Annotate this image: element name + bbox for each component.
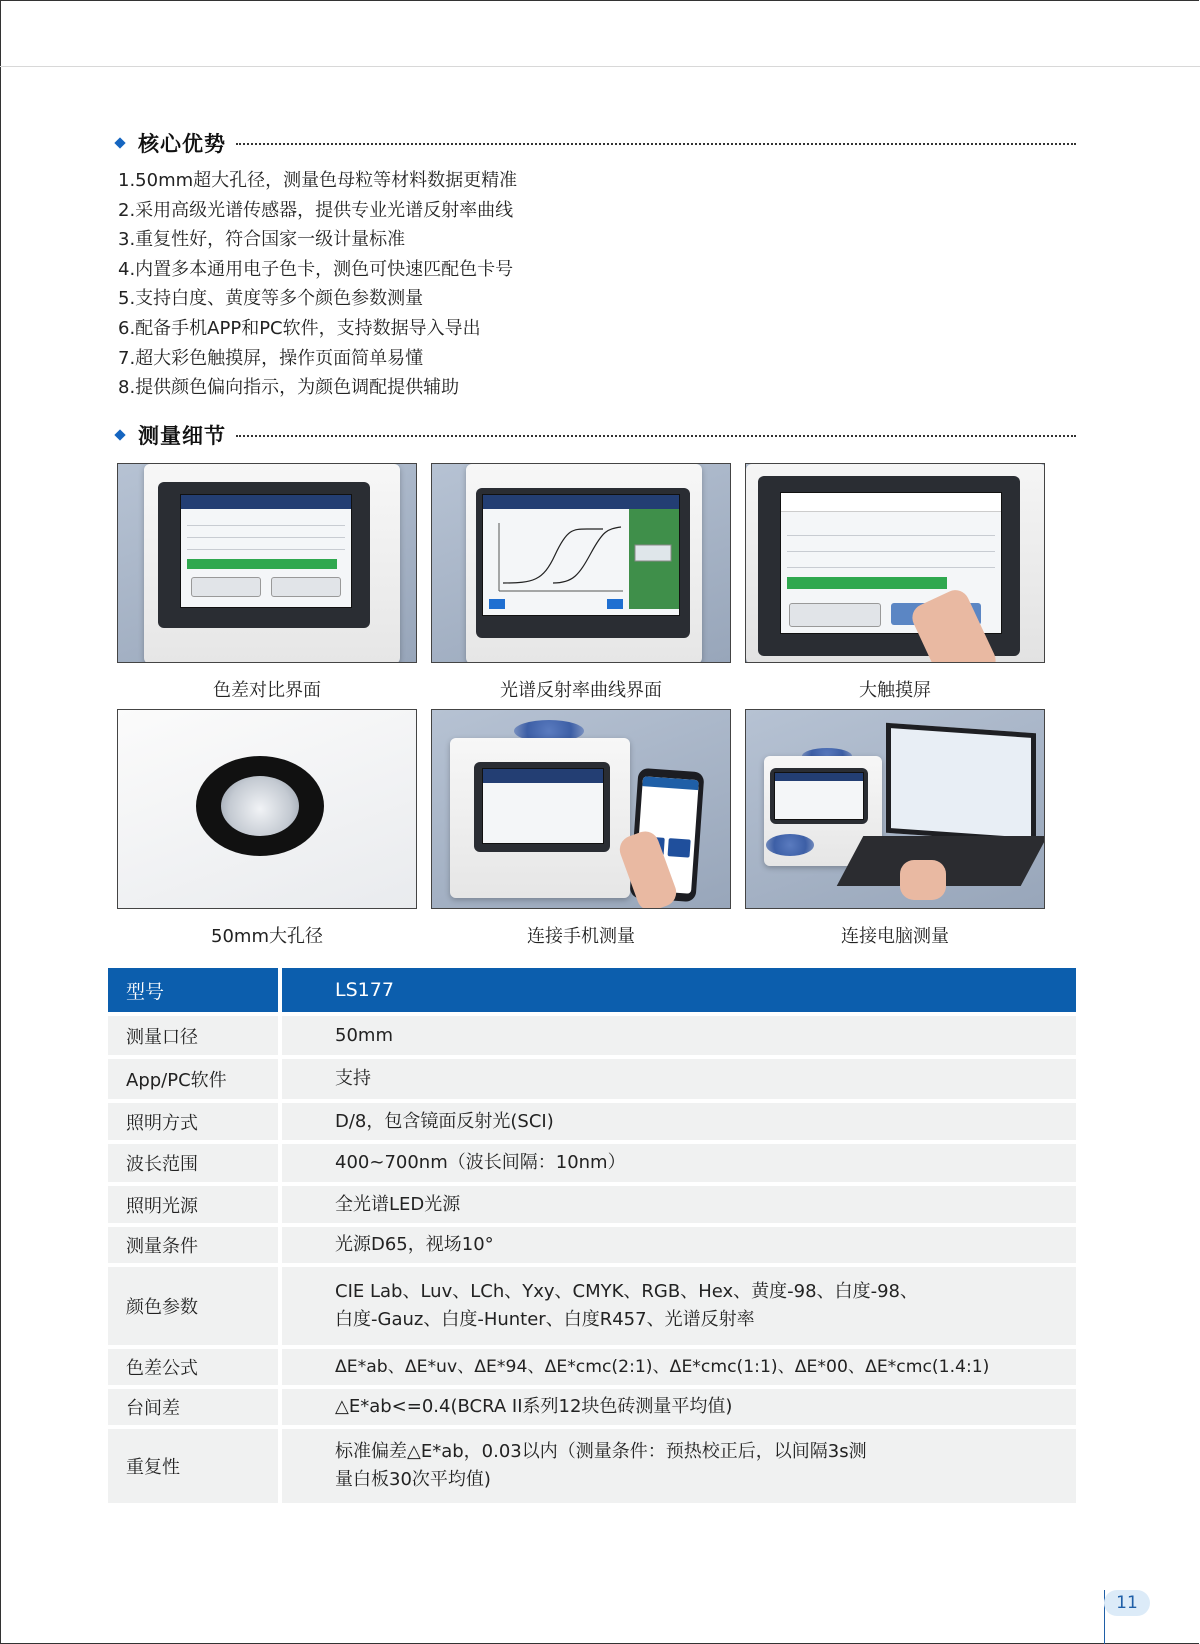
- dotted-leader: [236, 143, 1076, 145]
- spec-key: 重复性: [108, 1429, 282, 1503]
- spec-value: LS177: [282, 968, 1076, 1012]
- table-header-row: [108, 968, 1076, 1012]
- section-heading-advantages: [112, 126, 1076, 160]
- table-row: [108, 1389, 1076, 1425]
- photo-pc-connection: [745, 709, 1045, 909]
- spec-key: App/PC软件: [108, 1059, 282, 1099]
- list-item: 8.提供颜色偏向指示，为颜色调配提供辅助: [118, 377, 460, 399]
- table-row: [108, 1144, 1076, 1182]
- spec-value: 光源D65，视场10°: [282, 1227, 1076, 1263]
- list-item: 7.超大彩色触摸屏，操作页面简单易懂: [118, 347, 424, 369]
- photo-caption: 50mm大孔径: [211, 926, 323, 947]
- table-row: [108, 1059, 1076, 1099]
- spec-value: 支持: [282, 1059, 1076, 1099]
- table-row: [108, 1267, 1076, 1345]
- spec-value-line: 量白板30次平均值): [335, 1469, 491, 1490]
- spec-key: 颜色参数: [108, 1267, 282, 1345]
- spec-key: 色差公式: [108, 1349, 282, 1385]
- spec-key: 照明方式: [108, 1103, 282, 1140]
- table-row: [108, 1429, 1076, 1503]
- photo-caption: 色差对比界面: [213, 680, 321, 701]
- spec-value: D/8，包含镜面反射光(SCI): [282, 1103, 1076, 1140]
- photo-50mm-aperture: [117, 709, 417, 909]
- spec-key: 台间差: [108, 1389, 282, 1425]
- header-divider: [0, 66, 1200, 67]
- laptop-icon: [886, 723, 1036, 843]
- spec-key: 测量口径: [108, 1016, 282, 1055]
- spec-value: 50mm: [282, 1016, 1076, 1055]
- table-row: [108, 1349, 1076, 1385]
- photo-color-difference-screen: [117, 463, 417, 663]
- table-row: [108, 1186, 1076, 1223]
- spec-key: 测量条件: [108, 1227, 282, 1263]
- table-row: [108, 1103, 1076, 1140]
- list-item: 2.采用高级光谱传感器，提供专业光谱反射率曲线: [118, 199, 514, 221]
- spec-key: 波长范围: [108, 1144, 282, 1182]
- page-number: 11: [1104, 1590, 1150, 1616]
- photo-caption: 连接手机测量: [527, 926, 635, 947]
- spec-value: ΔE*ab、ΔE*uv、ΔE*94、ΔE*cmc(2:1)、ΔE*cmc(1:1)、ΔE*00、ΔE*cmc(1.4:1): [282, 1349, 1076, 1385]
- spec-table: [108, 964, 1076, 1507]
- photo-phone-connection: [431, 709, 731, 909]
- table-row: [108, 1227, 1076, 1263]
- spec-value: 400~700nm（波长间隔：10nm）: [282, 1144, 1076, 1182]
- section-title: 核心优势: [138, 132, 226, 156]
- photo-large-touchscreen: [745, 463, 1045, 663]
- photo-caption: 大触摸屏: [859, 680, 931, 701]
- spectral-curve-icon: [483, 495, 679, 615]
- section-heading-details: [112, 418, 1076, 452]
- dotted-leader: [236, 435, 1076, 437]
- spec-value: [282, 1429, 1076, 1503]
- spec-value: [282, 1267, 1076, 1345]
- list-item: 3.重复性好，符合国家一级计量标准: [118, 229, 406, 251]
- list-item: 5.支持白度、黄度等多个颜色参数测量: [118, 288, 424, 310]
- spec-key: 照明光源: [108, 1186, 282, 1223]
- list-item: 6.配备手机APP和PC软件，支持数据导入导出: [118, 317, 481, 339]
- spec-value: 全光谱LED光源: [282, 1186, 1076, 1223]
- photo-caption: 光谱反射率曲线界面: [500, 680, 662, 701]
- spec-value: △E*ab<=0.4(BCRA II系列12块色砖测量平均值): [282, 1389, 1076, 1425]
- diamond-bullet-icon: [114, 429, 125, 440]
- spec-value-line: 白度-Gauz、白度-Hunter、白度R457、光谱反射率: [335, 1309, 755, 1330]
- spec-value-line: CIE Lab、Luv、LCh、Yxy、CMYK、RGB、Hex、黄度-98、白度-98、: [335, 1281, 918, 1302]
- spec-key: 型号: [108, 968, 282, 1012]
- table-row: [108, 1016, 1076, 1055]
- photo-caption: 连接电脑测量: [841, 926, 949, 947]
- list-item: 4.内置多本通用电子色卡，测色可快速匹配色卡号: [118, 258, 514, 280]
- photo-spectral-curve-screen: [431, 463, 731, 663]
- section-title: 测量细节: [138, 424, 226, 448]
- spec-value-line: 标准偏差△E*ab，0.03以内（测量条件：预热校正后，以间隔3s测: [335, 1441, 867, 1462]
- advantages-list: [118, 166, 517, 403]
- diamond-bullet-icon: [114, 137, 125, 148]
- list-item: 1.50mm超大孔径，测量色母粒等材料数据更精准: [118, 170, 518, 191]
